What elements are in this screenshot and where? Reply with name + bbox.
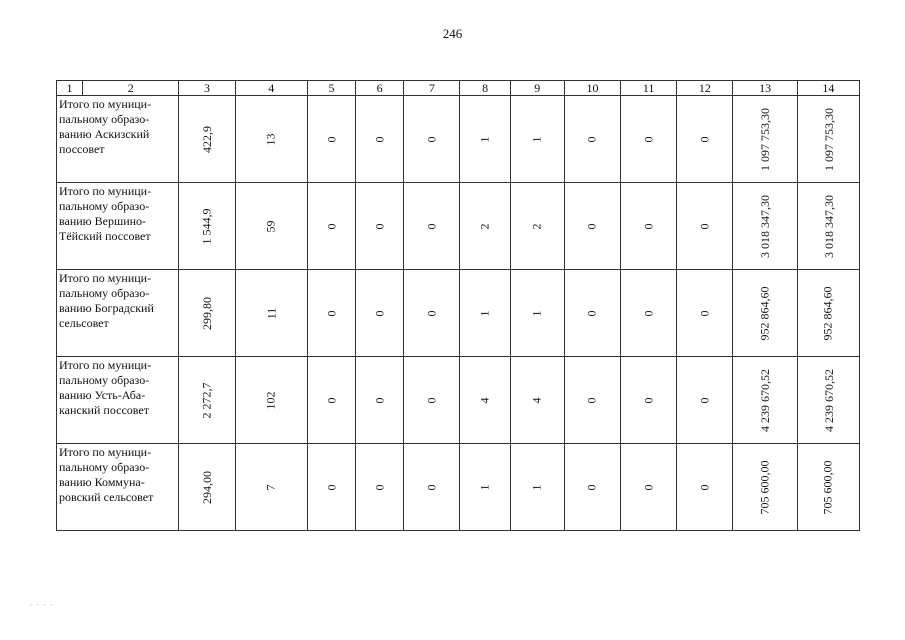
cell-value: 0 [641,397,656,403]
cell-value: 4 239 670,52 [821,368,836,432]
table-row [57,183,860,270]
cell-value: 1 [529,136,544,142]
header-cell: 13 [733,81,797,96]
cell-value: 2 272,7 [199,382,214,418]
page-number: 246 [442,26,463,41]
row-name-cell: Итого по муници-пальному образо-ванию Боградский сельсовет [57,270,179,357]
cell-value: 0 [424,397,439,403]
cell-value: 299,80 [199,296,214,330]
cell-value: 4 [477,397,492,403]
cell-value: 4 [529,397,544,403]
header-cell: 14 [797,81,859,96]
cell-value: 0 [372,397,387,403]
cell-value: 0 [324,223,338,229]
cell-value: 7 [263,484,278,490]
value-cell [460,270,510,357]
cell-value: 2 [477,223,492,229]
cell-value: 0 [584,136,599,142]
value-cell [404,444,460,531]
value-cell [621,96,677,183]
cell-value: 0 [324,136,338,142]
row-name-cell: Итого по муници-пальному образо-ванию Аскизский поссовет [57,96,179,183]
header-cell: 1 [57,81,83,96]
value-cell [356,183,404,270]
cell-value: 952 864,60 [820,286,835,340]
value-cell [733,270,797,357]
value-cell [404,96,460,183]
cell-value: 102 [263,391,278,409]
cell-value: 3 018 347,30 [757,194,772,258]
value-cell [677,444,733,531]
cell-value: 0 [641,223,656,229]
cell-value: 0 [584,310,599,316]
value-cell [510,96,564,183]
value-cell [356,96,404,183]
cell-value: 0 [697,484,712,490]
cell-value: 13 [263,133,278,145]
value-cell [460,444,510,531]
value-cell [677,270,733,357]
value-cell [307,444,355,531]
cell-value: 0 [424,223,439,229]
header-cell: 6 [356,81,404,96]
cell-value: 0 [697,223,712,229]
cell-value: 0 [324,484,338,490]
header-cell: 7 [404,81,460,96]
cell-value: 0 [584,223,599,229]
value-cell [797,444,859,531]
value-cell [179,96,235,183]
value-cell [460,357,510,444]
value-cell [307,270,355,357]
row-name-cell: Итого по муници-пальному образо-ванию Вершино-Тёйский поссовет [57,183,179,270]
value-cell [179,183,235,270]
cell-value: 1 [477,136,492,142]
value-cell [356,357,404,444]
value-cell [307,96,355,183]
value-cell [564,357,620,444]
row-name-cell: Итого по муници-пальному образо-ванию Коммуна-ровский сельсовет [57,444,179,531]
value-cell [356,444,404,531]
cell-value: 0 [372,484,387,490]
value-cell [733,96,797,183]
header-cell: 4 [235,81,307,96]
header-cell: 8 [460,81,510,96]
cell-value: 1 [477,484,492,490]
value-cell [356,270,404,357]
value-cell [564,183,620,270]
cell-value: 0 [641,484,656,490]
value-cell [510,357,564,444]
cell-value: 1 [477,310,492,316]
cell-value: 0 [424,136,439,142]
value-cell [307,357,355,444]
cell-value: 0 [324,397,338,403]
data-table [56,80,860,531]
cell-value: 4 239 670,52 [757,368,772,432]
cell-value: 0 [372,223,387,229]
value-cell [733,444,797,531]
value-cell [733,183,797,270]
cell-value: 422,9 [199,125,214,153]
cell-value: 952 864,60 [757,286,772,340]
value-cell [621,270,677,357]
table-row [57,444,860,531]
cell-value: 0 [372,136,387,142]
header-cell: 11 [621,81,677,96]
cell-value: 1 544,9 [199,208,214,244]
value-cell [179,444,235,531]
cell-value: 0 [584,397,599,403]
value-cell [797,183,859,270]
header-cell: 3 [179,81,235,96]
value-cell [404,270,460,357]
cell-value: 0 [324,310,338,316]
value-cell [179,270,235,357]
value-cell [179,357,235,444]
value-cell [621,357,677,444]
value-cell [404,357,460,444]
value-cell [564,270,620,357]
value-cell [510,444,564,531]
value-cell [460,96,510,183]
cell-value: 1 097 753,30 [821,107,836,171]
cell-value: 0 [697,136,712,142]
value-cell [235,270,307,357]
cell-value: 0 [641,310,656,316]
value-cell [235,96,307,183]
value-cell [677,357,733,444]
cell-value: 705 600,00 [757,460,772,514]
cell-value: 0 [697,310,712,316]
cell-value: 0 [372,310,387,316]
value-cell [460,183,510,270]
cell-value: 0 [641,136,656,142]
cell-value: 1 [529,310,544,316]
value-cell [621,444,677,531]
cell-value: 0 [697,397,712,403]
header-cell: 5 [307,81,355,96]
value-cell [510,270,564,357]
cell-value: 294,00 [199,470,214,504]
value-cell [235,357,307,444]
scan-mark: - - - - [30,600,54,609]
cell-value: 0 [424,310,439,316]
cell-value: 0 [584,484,599,490]
value-cell [621,183,677,270]
value-cell [677,183,733,270]
header-cell: 9 [510,81,564,96]
value-cell [564,96,620,183]
value-cell [235,183,307,270]
table-row [57,270,860,357]
row-name-cell: Итого по муници-пальному образо-ванию Усть-Аба-канский поссовет [57,357,179,444]
cell-value: 2 [529,223,544,229]
value-cell [404,183,460,270]
cell-value: 59 [263,220,278,232]
value-cell [733,357,797,444]
value-cell [797,96,859,183]
table-row [57,96,860,183]
value-cell [677,96,733,183]
table-row [57,357,860,444]
value-cell [564,444,620,531]
header-row [57,81,860,96]
cell-value: 11 [263,307,278,319]
value-cell [307,183,355,270]
cell-value: 0 [424,484,439,490]
header-cell: 2 [83,81,179,96]
header-cell: 10 [564,81,620,96]
value-cell [235,444,307,531]
cell-value: 3 018 347,30 [821,194,836,258]
value-cell [797,357,859,444]
header-cell: 12 [677,81,733,96]
cell-value: 1 [529,484,544,490]
value-cell [510,183,564,270]
cell-value: 705 600,00 [820,460,835,514]
cell-value: 1 097 753,30 [757,107,772,171]
value-cell [797,270,859,357]
